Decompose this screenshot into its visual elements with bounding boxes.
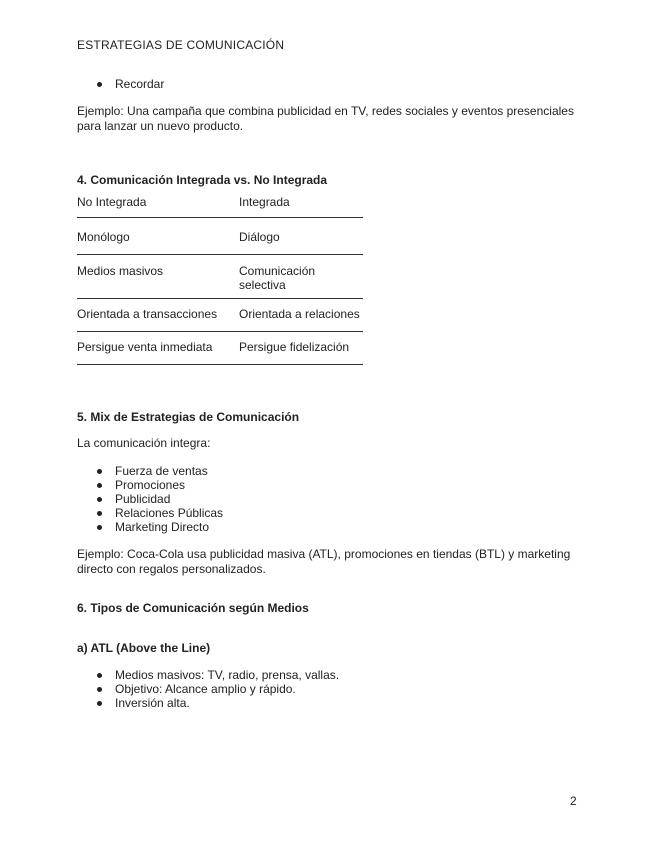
- page-header: ESTRATEGIAS DE COMUNICACIÓN: [77, 38, 285, 52]
- table-cell: Orientada a relaciones: [239, 299, 363, 332]
- list-item: Promociones: [96, 478, 223, 492]
- list-item: Inversión alta.: [96, 696, 339, 710]
- page-number: 2: [570, 794, 577, 808]
- list-item: Publicidad: [96, 492, 223, 506]
- comparison-table: [77, 193, 363, 365]
- section-6a-heading: a) ATL (Above the Line): [77, 641, 211, 655]
- table-header-cell: No Integrada: [77, 193, 239, 218]
- table-row: [77, 218, 363, 255]
- table-cell: Diálogo: [239, 218, 363, 255]
- section-5-heading: 5. Mix de Estrategias de Comunicación: [77, 410, 300, 424]
- strategy-mix-list: [96, 464, 223, 534]
- table-row: [77, 255, 363, 299]
- table-cell: Persigue venta inmediata: [77, 332, 239, 365]
- table-row: [77, 332, 363, 365]
- example-paragraph: Ejemplo: Una campaña que combina publicidad en TV, redes sociales y eventos presenciales para lanzar un nuevo producto.: [77, 104, 574, 133]
- table-header-cell: Integrada: [239, 193, 363, 218]
- section-5-intro: La comunicación integra:: [77, 436, 211, 450]
- list-item: Objetivo: Alcance amplio y rápido.: [96, 682, 339, 696]
- list-item: Fuerza de ventas: [96, 464, 223, 478]
- table-header-row: [77, 193, 363, 218]
- atl-list: [96, 668, 339, 710]
- table-cell: Persigue fidelización: [239, 332, 363, 365]
- table-row: [77, 299, 363, 332]
- section-5-example: Ejemplo: Coca-Cola usa publicidad masiva (ATL), promociones en tiendas (BTL) y marketing directo con regalos personalizados.: [77, 547, 571, 576]
- section-4-heading: 4. Comunicación Integrada vs. No Integrada: [77, 173, 328, 187]
- section-6-heading: 6. Tipos de Comunicación según Medios: [77, 601, 309, 615]
- table-cell: Medios masivos: [77, 255, 239, 299]
- table-cell: Comunicación selectiva: [239, 255, 363, 299]
- list-item: Recordar: [96, 77, 164, 91]
- table-cell: Orientada a transacciones: [77, 299, 239, 332]
- table-cell: Monólogo: [77, 218, 239, 255]
- list-item: Marketing Directo: [96, 520, 223, 534]
- recall-list: [96, 77, 164, 91]
- list-item: Medios masivos: TV, radio, prensa, vallas.: [96, 668, 339, 682]
- list-item: Relaciones Públicas: [96, 506, 223, 520]
